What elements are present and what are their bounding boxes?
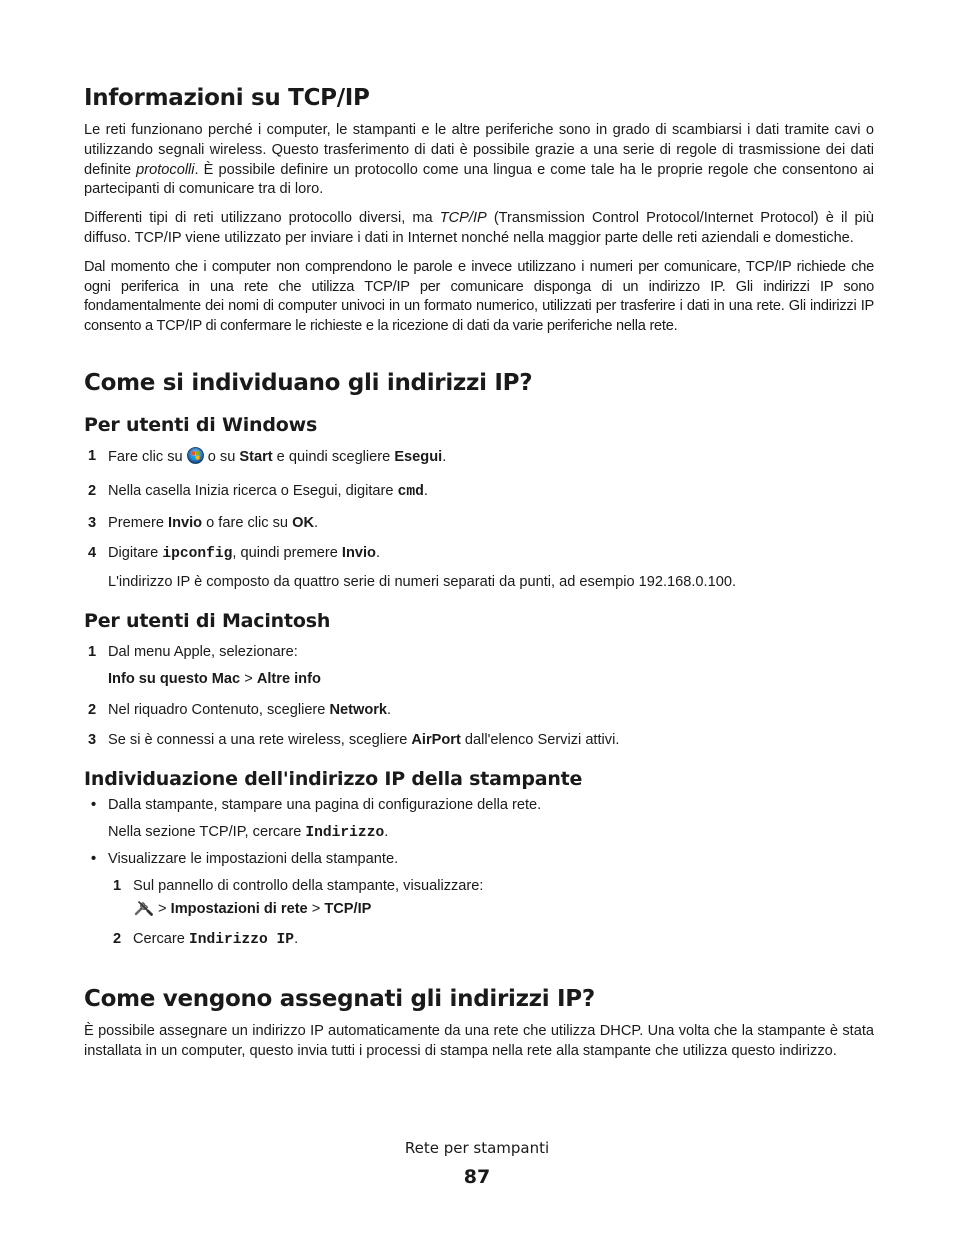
windows-step-2: 2 Nella casella Inizia ricerca o Esegui, digitare cmd.	[88, 482, 428, 500]
printer-menu-path: > Impostazioni di rete > TCP/IP	[84, 899, 874, 923]
windows-step-3: 3 Premere Invio o fare clic su OK.	[88, 514, 319, 531]
windows-step-4-note: L'indirizzo IP è composto da quattro serie di numeri separati da punti, ad esempio 192.168.0.100.	[108, 574, 737, 591]
paragraph: Dal momento che i computer non comprendono le parole e invece utilizzano i numeri per comunicare, TCP/IP richiede che ogni periferica in una rete che utilizza TCP/IP per comunicare disponga di un indirizzo IP. Gli indirizzi IP sono fondamentalmente dei nomi di computer univoci in un formato numerico, utilizzati per trasferire i dati in una rete. Gli indirizzi IP consento a TCP/IP di confermare le richieste e la ricezione di dati da varie periferiche nella rete.	[84, 258, 874, 335]
paragraph: Le reti funzionano perché i computer, le stampanti e le altre periferiche sono in grado di scambiarsi i dati tramite cavi o utilizzando segnali wireless. Questo trasferimento di dati è possibile grazie a una serie di regole di trasmissione dei dati definite protocolli. È possibile definire un protocollo come una lingua e come tale ha le proprie regole che consentono ai partecipanti di comunicare tra di loro.	[84, 122, 874, 198]
mac-step-3: 3 Se si è connessi a una rete wireless, scegliere AirPort dall'elenco Servizi attivi.	[88, 732, 620, 749]
bullet-icon: •	[91, 797, 97, 814]
mac-step-1: 1 Dal menu Apple, selezionare:	[88, 643, 298, 660]
windows-step-4: 4 Digitare ipconfig, quindi premere Invio.	[88, 545, 381, 563]
mac-step-2: 2 Nel riquadro Contenuto, scegliere Network.	[88, 701, 392, 718]
document-page	[84, 84, 874, 1062]
section-title-find-ip: Come si individuano gli indirizzi IP?	[84, 369, 533, 396]
subsection-title-macintosh: Per utenti di Macintosh	[84, 609, 331, 632]
printer-step-1: 1 Sul pannello di controllo della stampante, visualizzare:	[113, 877, 484, 894]
mac-menu-path: Info su questo Mac > Altre info	[108, 670, 321, 687]
bullet-icon: •	[91, 850, 97, 867]
section-title-tcpip: Informazioni su TCP/IP	[84, 85, 370, 111]
subsection-title-windows: Per utenti di Windows	[84, 413, 318, 436]
section-title-assigned-ip: Come vengono assegnati gli indirizzi IP?	[84, 985, 595, 1012]
windows-step-1: 1 Fare clic su o su Start e quindi scegliere Esegui.	[84, 447, 874, 471]
page-number: 87	[463, 1166, 491, 1188]
paragraph: È possibile assegnare un indirizzo IP automaticamente da una rete che utilizza DHCP. Una volta che la stampante è stata installata in un computer, questo invia tutti i processi di stampa nella rete alla stampante che utilizza questo indirizzo.	[84, 1022, 874, 1059]
footer-chapter-title: Rete per stampanti	[404, 1139, 550, 1157]
printer-bullet-1: • Dalla stampante, stampare una pagina di configurazione della rete.	[84, 796, 874, 816]
paragraph: Differenti tipi di reti utilizzano protocollo diversi, ma TCP/IP (Transmission Control Protocol/Internet Protocol) è il più diffuso. TCP/IP viene utilizzato per inviare i dati in Internet nonché nella maggior parte delle reti aziendali e domestiche.	[84, 210, 874, 246]
printer-bullet-2: • Visualizzare le impostazioni della stampante.	[84, 850, 874, 870]
wrench-screwdriver-icon	[133, 899, 154, 923]
windows-start-orb-icon	[187, 447, 204, 471]
printer-step-2: 2 Cercare Indirizzo IP.	[113, 931, 299, 949]
subsection-title-printer: Individuazione dell'indirizzo IP della stampante	[84, 768, 583, 791]
printer-bullet-1-note: Nella sezione TCP/IP, cercare Indirizzo.	[108, 823, 389, 841]
